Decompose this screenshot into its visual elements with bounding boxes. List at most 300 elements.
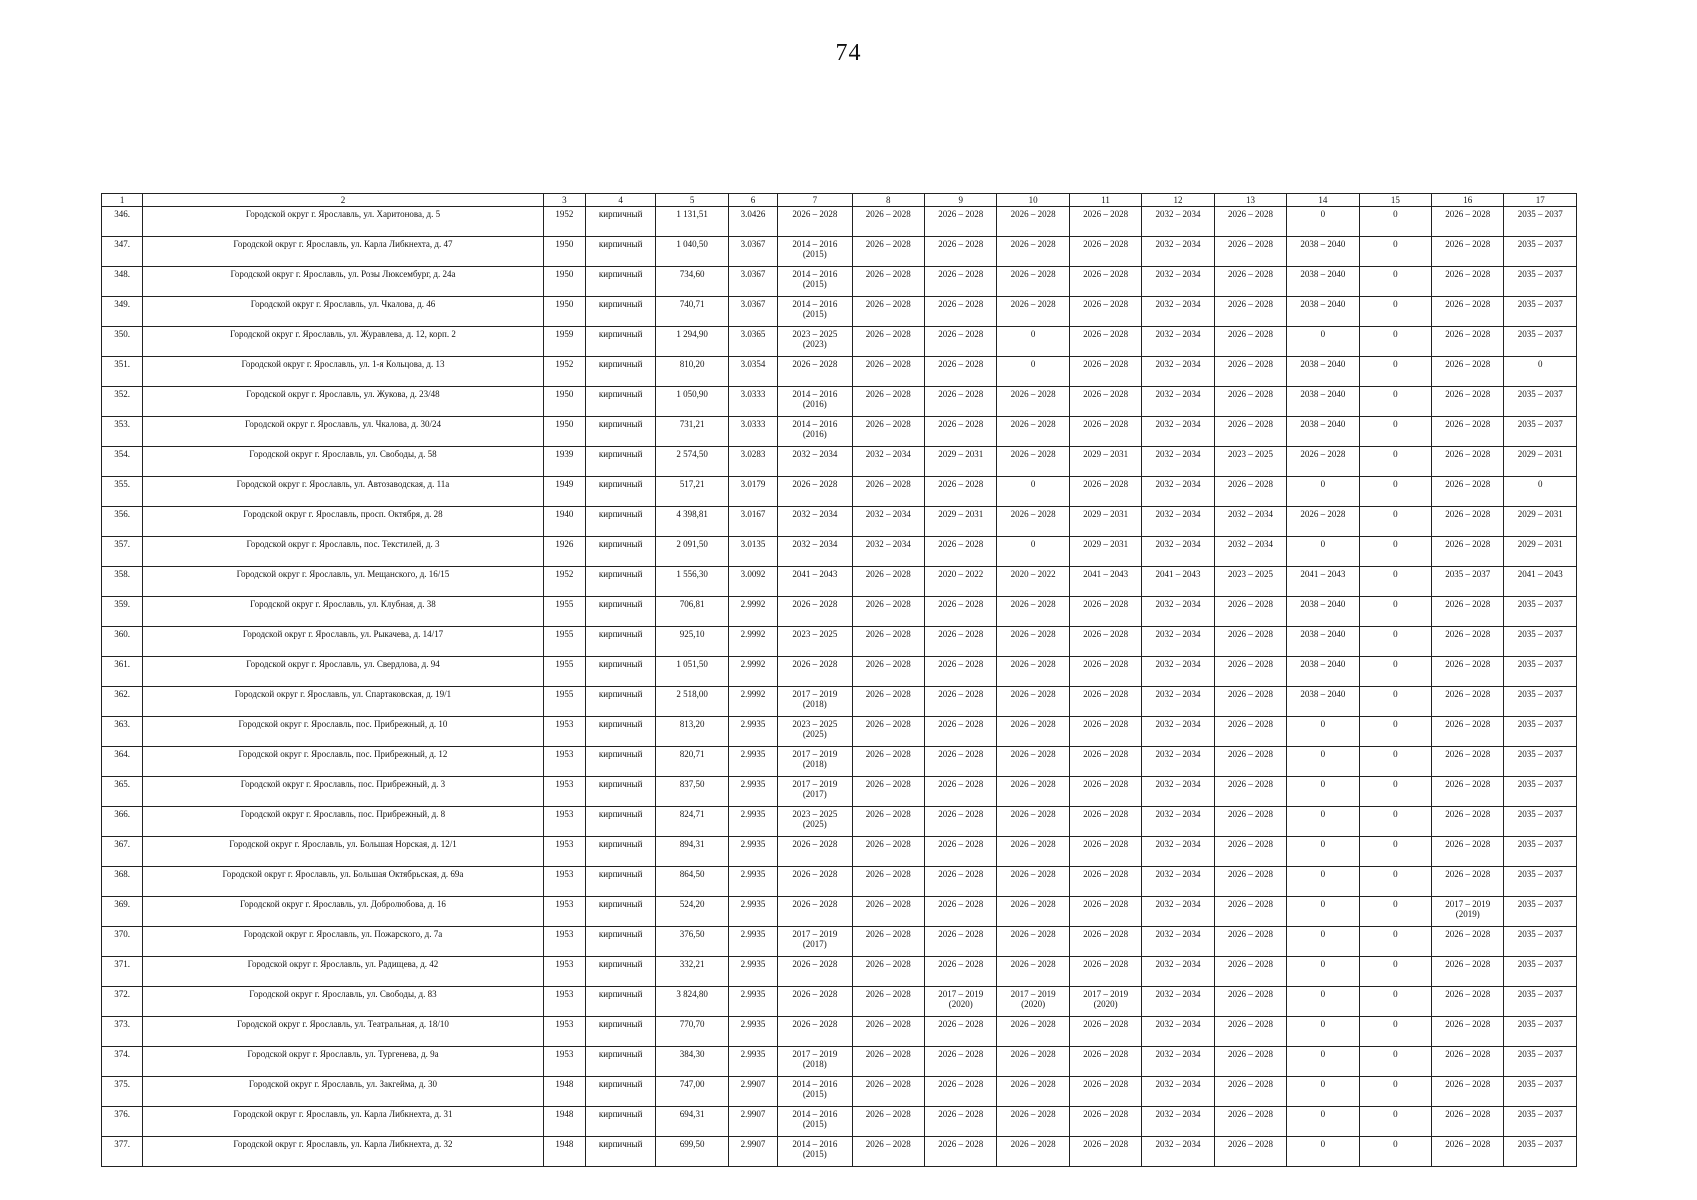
table-cell: 2032 – 2034 bbox=[1142, 327, 1214, 357]
address-cell: Городской округ г. Ярославль, пос. Прибрежный, д. 12 bbox=[143, 747, 543, 777]
table-cell: 2026 – 2028 bbox=[924, 687, 996, 717]
row-number-cell: 369. bbox=[102, 897, 143, 927]
table-row bbox=[102, 567, 1577, 597]
table-cell: 2026 – 2028 bbox=[1214, 237, 1286, 267]
table-cell: 2032 – 2034 bbox=[1142, 657, 1214, 687]
table-cell: 0 bbox=[1359, 327, 1431, 357]
table-cell: 1950 bbox=[543, 237, 585, 267]
table-cell: 2035 – 2037 bbox=[1504, 897, 1577, 927]
table-cell: 2.9992 bbox=[728, 627, 777, 657]
table-row bbox=[102, 507, 1577, 537]
table-cell: 2026 – 2028 bbox=[1432, 807, 1504, 837]
table-cell: 2032 – 2034 bbox=[1142, 747, 1214, 777]
column-header-9: 9 bbox=[924, 194, 996, 207]
table-cell: 2032 – 2034 bbox=[1142, 867, 1214, 897]
table-cell: 0 bbox=[1359, 507, 1431, 537]
table-cell: 2032 – 2034 bbox=[1142, 447, 1214, 477]
table-cell: 2026 – 2028 bbox=[852, 1047, 924, 1077]
table-cell: 2026 – 2028 bbox=[1432, 507, 1504, 537]
table-cell: 2032 – 2034 bbox=[778, 537, 852, 567]
row-number-cell: 372. bbox=[102, 987, 143, 1017]
table-cell: 813,20 bbox=[656, 717, 728, 747]
table-header bbox=[102, 194, 1577, 207]
table-cell: 3.0365 bbox=[728, 327, 777, 357]
table-cell: 2032 – 2034 bbox=[1142, 1047, 1214, 1077]
table-cell: 332,21 bbox=[656, 957, 728, 987]
table-cell: 3.0367 bbox=[728, 237, 777, 267]
table-cell: 2017 – 2019 (2019) bbox=[1432, 897, 1504, 927]
table-cell: кирпичный bbox=[585, 537, 655, 567]
table-cell: 2032 – 2034 bbox=[1142, 357, 1214, 387]
table-cell: 2035 – 2037 bbox=[1504, 387, 1577, 417]
table-cell: 2035 – 2037 bbox=[1504, 1137, 1577, 1167]
table-cell: 1 556,30 bbox=[656, 567, 728, 597]
table-cell: 2032 – 2034 bbox=[1142, 1137, 1214, 1167]
table-cell: 2032 – 2034 bbox=[1142, 957, 1214, 987]
table-cell: 3.0333 bbox=[728, 387, 777, 417]
address-cell: Городской округ г. Ярославль, ул. Закгейма, д. 30 bbox=[143, 1077, 543, 1107]
table-cell: 2026 – 2028 bbox=[1069, 1137, 1141, 1167]
table-row bbox=[102, 657, 1577, 687]
table-cell: 2026 – 2028 bbox=[924, 477, 996, 507]
table-cell: 2026 – 2028 bbox=[852, 807, 924, 837]
address-cell: Городской округ г. Ярославль, ул. Жукова, д. 23/48 bbox=[143, 387, 543, 417]
table-cell: 2026 – 2028 bbox=[1069, 477, 1141, 507]
table-cell: 2032 – 2034 bbox=[1142, 1017, 1214, 1047]
table-cell: 2026 – 2028 bbox=[924, 1077, 996, 1107]
table-cell: 1953 bbox=[543, 867, 585, 897]
table-cell: 2038 – 2040 bbox=[1287, 627, 1359, 657]
table-cell: 2026 – 2028 bbox=[997, 867, 1069, 897]
table-cell: 2032 – 2034 bbox=[1142, 807, 1214, 837]
table-cell: кирпичный bbox=[585, 1047, 655, 1077]
table-cell: 1952 bbox=[543, 207, 585, 237]
table-cell: 2.9935 bbox=[728, 777, 777, 807]
table-cell: 0 bbox=[1359, 537, 1431, 567]
table-cell: 2026 – 2028 bbox=[1432, 957, 1504, 987]
table-cell: 2026 – 2028 bbox=[1069, 927, 1141, 957]
table-cell: 2.9992 bbox=[728, 657, 777, 687]
table-cell: 1 051,50 bbox=[656, 657, 728, 687]
address-cell: Городской округ г. Ярославль, ул. Карла Либкнехта, д. 32 bbox=[143, 1137, 543, 1167]
table-cell: 2026 – 2028 bbox=[924, 267, 996, 297]
table-cell: 2.9935 bbox=[728, 747, 777, 777]
table-cell: 2026 – 2028 bbox=[1432, 1017, 1504, 1047]
table-cell: 2026 – 2028 bbox=[997, 267, 1069, 297]
table-cell: 2035 – 2037 bbox=[1504, 747, 1577, 777]
table-cell: 2026 – 2028 bbox=[1214, 477, 1286, 507]
table-cell: 2041 – 2043 bbox=[1287, 567, 1359, 597]
row-number-cell: 373. bbox=[102, 1017, 143, 1047]
table-cell: 2026 – 2028 bbox=[1214, 687, 1286, 717]
table-cell: 2014 – 2016 (2015) bbox=[778, 1077, 852, 1107]
row-number-cell: 366. bbox=[102, 807, 143, 837]
table-cell: 2.9935 bbox=[728, 867, 777, 897]
table-cell: 524,20 bbox=[656, 897, 728, 927]
table-cell: 2032 – 2034 bbox=[1142, 207, 1214, 237]
table-cell: 2026 – 2028 bbox=[924, 1047, 996, 1077]
row-number-cell: 360. bbox=[102, 627, 143, 657]
table-cell: 2026 – 2028 bbox=[1432, 327, 1504, 357]
table-cell: кирпичный bbox=[585, 717, 655, 747]
table-cell: 2035 – 2037 bbox=[1504, 207, 1577, 237]
address-cell: Городской округ г. Ярославль, ул. Большая Норская, д. 12/1 bbox=[143, 837, 543, 867]
table-cell: 2.9907 bbox=[728, 1137, 777, 1167]
table-cell: 2023 – 2025 bbox=[1214, 567, 1286, 597]
table-cell: 2041 – 2043 bbox=[1069, 567, 1141, 597]
table-row bbox=[102, 627, 1577, 657]
table-cell: 2032 – 2034 bbox=[778, 507, 852, 537]
table-cell: 2035 – 2037 bbox=[1504, 267, 1577, 297]
table-cell: 2026 – 2028 bbox=[1432, 387, 1504, 417]
table-cell: 2026 – 2028 bbox=[1069, 327, 1141, 357]
table-cell: 1955 bbox=[543, 657, 585, 687]
table-cell: 2026 – 2028 bbox=[1432, 417, 1504, 447]
address-cell: Городской округ г. Ярославль, ул. Большая Октябрьская, д. 69а bbox=[143, 867, 543, 897]
table-cell: 2026 – 2028 bbox=[1069, 777, 1141, 807]
table-cell: 0 bbox=[1359, 1137, 1431, 1167]
table-cell: кирпичный bbox=[585, 357, 655, 387]
table-cell: 1953 bbox=[543, 777, 585, 807]
table-cell: 1952 bbox=[543, 567, 585, 597]
table-cell: 2038 – 2040 bbox=[1287, 387, 1359, 417]
table-cell: кирпичный bbox=[585, 1137, 655, 1167]
table-cell: 2029 – 2031 bbox=[1504, 447, 1577, 477]
table-cell: 2026 – 2028 bbox=[1069, 1017, 1141, 1047]
table-cell: 2026 – 2028 bbox=[997, 597, 1069, 627]
table-cell: 2026 – 2028 bbox=[778, 897, 852, 927]
table-cell: 384,30 bbox=[656, 1047, 728, 1077]
table-cell: 2032 – 2034 bbox=[1142, 687, 1214, 717]
table-row bbox=[102, 447, 1577, 477]
table-cell: 2026 – 2028 bbox=[852, 927, 924, 957]
column-header-6: 6 bbox=[728, 194, 777, 207]
table-cell: 0 bbox=[1287, 807, 1359, 837]
column-header-16: 16 bbox=[1432, 194, 1504, 207]
table-cell: 2026 – 2028 bbox=[852, 1107, 924, 1137]
table-cell: 2032 – 2034 bbox=[1142, 1077, 1214, 1107]
table-cell: 1953 bbox=[543, 957, 585, 987]
table-cell: 2026 – 2028 bbox=[1432, 207, 1504, 237]
address-cell: Городской округ г. Ярославль, ул. Автозаводская, д. 11а bbox=[143, 477, 543, 507]
table-cell: 2038 – 2040 bbox=[1287, 597, 1359, 627]
table-cell: 2026 – 2028 bbox=[1214, 807, 1286, 837]
table-cell: 2.9935 bbox=[728, 927, 777, 957]
table-cell: 0 bbox=[1504, 357, 1577, 387]
table-cell: 2017 – 2019 (2020) bbox=[1069, 987, 1141, 1017]
table-row bbox=[102, 297, 1577, 327]
column-header-14: 14 bbox=[1287, 194, 1359, 207]
address-cell: Городской округ г. Ярославль, ул. Добролюбова, д. 16 bbox=[143, 897, 543, 927]
table-cell: 2026 – 2028 bbox=[1287, 447, 1359, 477]
row-number-cell: 375. bbox=[102, 1077, 143, 1107]
table-row bbox=[102, 1017, 1577, 1047]
table-cell: 0 bbox=[1287, 927, 1359, 957]
table-cell: 2035 – 2037 bbox=[1504, 777, 1577, 807]
address-cell: Городской округ г. Ярославль, ул. Спартаковская, д. 19/1 bbox=[143, 687, 543, 717]
address-cell: Городской округ г. Ярославль, просп. Октября, д. 28 bbox=[143, 507, 543, 537]
table-row bbox=[102, 387, 1577, 417]
table-cell: 2026 – 2028 bbox=[924, 597, 996, 627]
table-cell: 2032 – 2034 bbox=[1142, 387, 1214, 417]
table-cell: 2026 – 2028 bbox=[924, 537, 996, 567]
table-cell: кирпичный bbox=[585, 1077, 655, 1107]
table-cell: 1953 bbox=[543, 987, 585, 1017]
table-cell: 2026 – 2028 bbox=[924, 747, 996, 777]
table-cell: 740,71 bbox=[656, 297, 728, 327]
table-cell: 0 bbox=[1359, 1107, 1431, 1137]
table-cell: 1 294,90 bbox=[656, 327, 728, 357]
row-number-cell: 351. bbox=[102, 357, 143, 387]
row-number-cell: 357. bbox=[102, 537, 143, 567]
table-cell: 2038 – 2040 bbox=[1287, 687, 1359, 717]
table-cell: 2026 – 2028 bbox=[1432, 777, 1504, 807]
table-cell: 0 bbox=[1359, 627, 1431, 657]
table-cell: 2026 – 2028 bbox=[924, 387, 996, 417]
table-cell: 2026 – 2028 bbox=[852, 987, 924, 1017]
table-cell: 1953 bbox=[543, 1047, 585, 1077]
table-cell: 1955 bbox=[543, 627, 585, 657]
table-cell: 2026 – 2028 bbox=[924, 837, 996, 867]
table-cell: 0 bbox=[1287, 717, 1359, 747]
table-cell: 2026 – 2028 bbox=[1069, 687, 1141, 717]
table-cell: кирпичный bbox=[585, 897, 655, 927]
table-cell: 2026 – 2028 bbox=[1432, 357, 1504, 387]
table-cell: 2041 – 2043 bbox=[1142, 567, 1214, 597]
table-cell: 2035 – 2037 bbox=[1504, 927, 1577, 957]
table-cell: 1950 bbox=[543, 267, 585, 297]
table-cell: 2023 – 2025 bbox=[1214, 447, 1286, 477]
table-cell: 2026 – 2028 bbox=[1432, 1137, 1504, 1167]
table-cell: 2026 – 2028 bbox=[997, 807, 1069, 837]
table-cell: 2026 – 2028 bbox=[852, 1137, 924, 1167]
address-cell: Городской округ г. Ярославль, ул. Карла Либкнехта, д. 31 bbox=[143, 1107, 543, 1137]
column-header-11: 11 bbox=[1069, 194, 1141, 207]
table-cell: 0 bbox=[997, 357, 1069, 387]
table-cell: 2026 – 2028 bbox=[1214, 747, 1286, 777]
table-cell: 699,50 bbox=[656, 1137, 728, 1167]
table-cell: 2026 – 2028 bbox=[852, 237, 924, 267]
table-cell: кирпичный bbox=[585, 837, 655, 867]
table-cell: 2026 – 2028 bbox=[1214, 207, 1286, 237]
table-cell: 2026 – 2028 bbox=[852, 957, 924, 987]
table-row bbox=[102, 777, 1577, 807]
table-cell: 2035 – 2037 bbox=[1504, 957, 1577, 987]
table-cell: 2026 – 2028 bbox=[852, 627, 924, 657]
table-row bbox=[102, 957, 1577, 987]
table-cell: кирпичный bbox=[585, 327, 655, 357]
table-cell: 2 518,00 bbox=[656, 687, 728, 717]
table-row bbox=[102, 927, 1577, 957]
table-cell: 0 bbox=[1287, 957, 1359, 987]
table-cell: 731,21 bbox=[656, 417, 728, 447]
column-header-10: 10 bbox=[997, 194, 1069, 207]
table-cell: 0 bbox=[1287, 897, 1359, 927]
table-cell: 2026 – 2028 bbox=[1069, 807, 1141, 837]
address-cell: Городской округ г. Ярославль, ул. Рыкачева, д. 14/17 bbox=[143, 627, 543, 657]
address-cell: Городской округ г. Ярославль, ул. Театральная, д. 18/10 bbox=[143, 1017, 543, 1047]
table-cell: 2026 – 2028 bbox=[1069, 1107, 1141, 1137]
table-cell: 706,81 bbox=[656, 597, 728, 627]
table-cell: 2026 – 2028 bbox=[997, 627, 1069, 657]
table-cell: 2026 – 2028 bbox=[1432, 627, 1504, 657]
table-cell: 3.0167 bbox=[728, 507, 777, 537]
table-cell: 2026 – 2028 bbox=[997, 387, 1069, 417]
address-cell: Городской округ г. Ярославль, ул. Чкалова, д. 30/24 bbox=[143, 417, 543, 447]
table-row bbox=[102, 267, 1577, 297]
table-cell: 2014 – 2016 (2015) bbox=[778, 297, 852, 327]
table-cell: 2026 – 2028 bbox=[1214, 717, 1286, 747]
table-cell: 2026 – 2028 bbox=[1432, 747, 1504, 777]
table-cell: 3.0367 bbox=[728, 267, 777, 297]
table-cell: 2026 – 2028 bbox=[997, 1017, 1069, 1047]
row-number-cell: 362. bbox=[102, 687, 143, 717]
table-cell: 1950 bbox=[543, 297, 585, 327]
table-cell: 2026 – 2028 bbox=[852, 267, 924, 297]
table-cell: 2026 – 2028 bbox=[1069, 387, 1141, 417]
table-cell: 0 bbox=[1359, 1017, 1431, 1047]
table-cell: 2026 – 2028 bbox=[1432, 297, 1504, 327]
row-number-cell: 374. bbox=[102, 1047, 143, 1077]
table-cell: 734,60 bbox=[656, 267, 728, 297]
table-cell: 2029 – 2031 bbox=[1069, 507, 1141, 537]
table-cell: 2032 – 2034 bbox=[1142, 597, 1214, 627]
table-cell: 0 bbox=[1359, 657, 1431, 687]
table-cell: 2026 – 2028 bbox=[1069, 837, 1141, 867]
table-cell: 2026 – 2028 bbox=[1432, 477, 1504, 507]
table-cell: 517,21 bbox=[656, 477, 728, 507]
row-number-cell: 370. bbox=[102, 927, 143, 957]
table-cell: 2026 – 2028 bbox=[1069, 957, 1141, 987]
table-cell: 0 bbox=[1359, 897, 1431, 927]
table-cell: 2026 – 2028 bbox=[997, 927, 1069, 957]
row-number-cell: 371. bbox=[102, 957, 143, 987]
table-cell: 2026 – 2028 bbox=[852, 687, 924, 717]
column-header-1: 1 bbox=[102, 194, 143, 207]
table-cell: 2026 – 2028 bbox=[852, 897, 924, 927]
table-cell: 1 050,90 bbox=[656, 387, 728, 417]
table-cell: 2017 – 2019 (2020) bbox=[924, 987, 996, 1017]
table-cell: 2026 – 2028 bbox=[852, 777, 924, 807]
table-cell: 2032 – 2034 bbox=[1142, 297, 1214, 327]
table-cell: 0 bbox=[997, 327, 1069, 357]
table-cell: 2035 – 2037 bbox=[1504, 867, 1577, 897]
table-cell: 2014 – 2016 (2015) bbox=[778, 237, 852, 267]
table-cell: 3 824,80 bbox=[656, 987, 728, 1017]
table-cell: 2026 – 2028 bbox=[1069, 657, 1141, 687]
table-cell: кирпичный bbox=[585, 747, 655, 777]
table-cell: кирпичный bbox=[585, 987, 655, 1017]
table-cell: 1955 bbox=[543, 597, 585, 627]
address-cell: Городской округ г. Ярославль, ул. Журавлева, д. 12, корп. 2 bbox=[143, 327, 543, 357]
table-cell: 2026 – 2028 bbox=[1069, 267, 1141, 297]
table-cell: 1953 bbox=[543, 837, 585, 867]
table-cell: 2023 – 2025 (2023) bbox=[778, 327, 852, 357]
table-cell: 2026 – 2028 bbox=[1214, 927, 1286, 957]
row-number-cell: 368. bbox=[102, 867, 143, 897]
table-cell: кирпичный bbox=[585, 1017, 655, 1047]
table-cell: 2014 – 2016 (2015) bbox=[778, 1137, 852, 1167]
table-cell: 2035 – 2037 bbox=[1504, 417, 1577, 447]
table-cell: 2026 – 2028 bbox=[1432, 657, 1504, 687]
table-cell: 2026 – 2028 bbox=[1214, 897, 1286, 927]
table-cell: 2035 – 2037 bbox=[1504, 837, 1577, 867]
table-row bbox=[102, 717, 1577, 747]
table-cell: 1926 bbox=[543, 537, 585, 567]
table-cell: 2017 – 2019 (2018) bbox=[778, 1047, 852, 1077]
table-cell: 2035 – 2037 bbox=[1504, 1107, 1577, 1137]
table-cell: 2026 – 2028 bbox=[997, 837, 1069, 867]
table-cell: 2026 – 2028 bbox=[852, 207, 924, 237]
table-cell: 2026 – 2028 bbox=[1214, 297, 1286, 327]
row-number-cell: 363. bbox=[102, 717, 143, 747]
address-cell: Городской округ г. Ярославль, ул. Тургенева, д. 9а bbox=[143, 1047, 543, 1077]
row-number-cell: 355. bbox=[102, 477, 143, 507]
table-cell: 2026 – 2028 bbox=[852, 1017, 924, 1047]
address-cell: Городской округ г. Ярославль, ул. Харитонова, д. 5 bbox=[143, 207, 543, 237]
address-cell: Городской округ г. Ярославль, ул. Карла Либкнехта, д. 47 bbox=[143, 237, 543, 267]
row-number-cell: 349. bbox=[102, 297, 143, 327]
table-cell: 2026 – 2028 bbox=[1069, 1077, 1141, 1107]
table-cell: 1940 bbox=[543, 507, 585, 537]
table-cell: 0 bbox=[1287, 1137, 1359, 1167]
table-cell: кирпичный bbox=[585, 867, 655, 897]
table-cell: 2029 – 2031 bbox=[924, 507, 996, 537]
address-cell: Городской округ г. Ярославль, пос. Прибрежный, д. 10 bbox=[143, 717, 543, 747]
row-number-cell: 352. bbox=[102, 387, 143, 417]
table-cell: 1950 bbox=[543, 417, 585, 447]
row-number-cell: 358. bbox=[102, 567, 143, 597]
table-cell: 2026 – 2028 bbox=[1432, 267, 1504, 297]
table-cell: 2026 – 2028 bbox=[1214, 867, 1286, 897]
table-cell: 0 bbox=[1287, 777, 1359, 807]
table-cell: 0 bbox=[1287, 1077, 1359, 1107]
table-cell: 3.0333 bbox=[728, 417, 777, 447]
table-cell: 1953 bbox=[543, 717, 585, 747]
row-number-cell: 364. bbox=[102, 747, 143, 777]
row-number-cell: 376. bbox=[102, 1107, 143, 1137]
table-cell: 2017 – 2019 (2017) bbox=[778, 927, 852, 957]
row-number-cell: 348. bbox=[102, 267, 143, 297]
table-cell: 0 bbox=[1359, 357, 1431, 387]
table-row bbox=[102, 327, 1577, 357]
table-cell: 2026 – 2028 bbox=[924, 417, 996, 447]
table-cell: кирпичный bbox=[585, 687, 655, 717]
table-cell: 2023 – 2025 (2025) bbox=[778, 717, 852, 747]
table-cell: 0 bbox=[1359, 867, 1431, 897]
table-cell: 2026 – 2028 bbox=[924, 237, 996, 267]
table-cell: 0 bbox=[1504, 477, 1577, 507]
table-cell: 2023 – 2025 bbox=[778, 627, 852, 657]
table-cell: 2026 – 2028 bbox=[1432, 927, 1504, 957]
table-cell: 0 bbox=[1287, 747, 1359, 777]
table-row bbox=[102, 537, 1577, 567]
table-cell: 2026 – 2028 bbox=[852, 567, 924, 597]
table-cell: кирпичный bbox=[585, 627, 655, 657]
table-cell: 2032 – 2034 bbox=[1142, 267, 1214, 297]
address-cell: Городской округ г. Ярославль, ул. Розы Люксембург, д. 24а bbox=[143, 267, 543, 297]
table-cell: кирпичный bbox=[585, 477, 655, 507]
table-cell: 2032 – 2034 bbox=[1142, 717, 1214, 747]
table-cell: 0 bbox=[1359, 267, 1431, 297]
table-cell: 2 574,50 bbox=[656, 447, 728, 477]
table-row bbox=[102, 1107, 1577, 1137]
table-cell: 2.9992 bbox=[728, 597, 777, 627]
table-cell: 2026 – 2028 bbox=[997, 717, 1069, 747]
table-cell: 0 bbox=[1359, 957, 1431, 987]
table-row bbox=[102, 357, 1577, 387]
table-row bbox=[102, 1047, 1577, 1077]
